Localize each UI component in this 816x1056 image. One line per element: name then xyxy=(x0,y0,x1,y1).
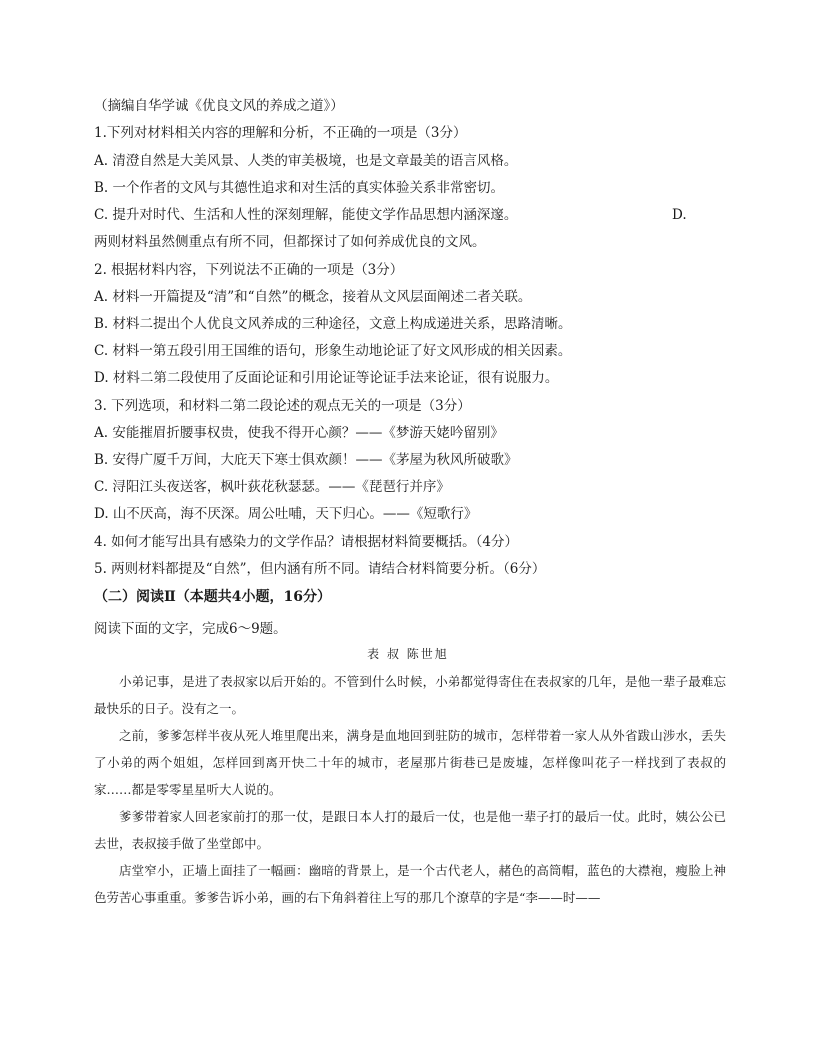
source-note: （摘编自华学诚《优良文风的养成之道》） xyxy=(94,98,344,114)
q1-option-a: A. 清澄自然是大美风景、人类的审美极境，也是文章最美的语言风格。 xyxy=(94,153,518,169)
q4-stem: 4. 如何才能写出具有感染力的文学作品？请根据材料简要概括。（4分） xyxy=(94,534,519,550)
q2-option-d: D. 材料二第二段使用了反面论证和引用论证等论证手法来论证，很有说服力。 xyxy=(94,370,559,386)
story-paragraph-3: 爹爹带着家人回老家前打的那一仗，是跟日本人打的最后一仗，也是他一辈子打的最后一仗。此时，姨公公已去世，表叔接手做了坐堂郎中。 xyxy=(94,809,726,851)
q1-option-c-text: C. 提升对时代、生活和人性的深刻理解，能使文学作品思想内涵深邃。 xyxy=(94,207,518,223)
story-paragraph-1: 小弟记事，是进了表叔家以后开始的。不管到什么时候，小弟都觉得寄住在表叔家的几年，是他一辈子最难忘最快乐的日子。没有之一。 xyxy=(94,674,726,716)
q3-option-b: B. 安得广厦千万间，大庇天下寒士俱欢颜！——《茅屋为秋风所破歌》 xyxy=(94,452,518,468)
story-title: 表 叔 陈世旭 xyxy=(367,647,449,661)
q1-stem: 1.下列对材料相关内容的理解和分析，不正确的一项是（3分） xyxy=(94,125,467,141)
q3-option-d: D. 山不厌高，海不厌深。周公吐哺，天下归心。——《短歌行》 xyxy=(94,506,478,522)
q2-stem: 2. 根据材料内容，下列说法不正确的一项是（3分） xyxy=(94,262,404,278)
q3-stem: 3. 下列选项，和材料二第二段论述的观点无关的一项是（3分） xyxy=(94,398,471,414)
q2-option-a: A. 材料一开篇提及“清”和“自然”的概念，接着从文风层面阐述二者关联。 xyxy=(94,289,532,305)
q3-option-a: A. 安能摧眉折腰事权贵，使我不得开心颜？——《梦游天姥吟留别》 xyxy=(94,425,504,441)
q5-stem: 5. 两则材料都提及“自然”，但内涵有所不同。请结合材料简要分析。（6分） xyxy=(94,561,546,577)
q1-option-d-label: D. xyxy=(672,207,687,223)
q2-option-b: B. 材料二提出个人优良文风养成的三种途径，文意上构成递进关系，思路清晰。 xyxy=(94,316,572,332)
story-paragraph-4: 店堂窄小，正墙上面挂了一幅画：幽暗的背景上，是一个古代老人，赭色的高筒帽，蓝色的大襟袍，瘦脸上神色劳苦心事重重。爹爹告诉小弟，画的右下角斜着往上写的那几个潦草的字是“李——时—— xyxy=(94,863,726,905)
q1-option-d: 两则材料虽然侧重点有所不同，但都探讨了如何养成优良的文风。 xyxy=(94,234,486,250)
section2-instruction: 阅读下面的文字，完成6～9题。 xyxy=(94,621,287,637)
q1-option-c xyxy=(94,205,734,225)
story-paragraph-2: 之前，爹爹怎样半夜从死人堆里爬出来，满身是血地回到驻防的城市，怎样带着一家人从外省跋山涉水，丢失了小弟的两个姐姐，怎样回到离开快二十年的城市，老屋那片街巷已是废墟，怎样像叫花子一样找到了表叔的家……都是零零星星听大人说的。 xyxy=(94,728,726,797)
q3-option-c: C. 浔阳江头夜送客，枫叶荻花秋瑟瑟。——《琵琶行并序》 xyxy=(94,479,450,495)
q2-option-c: C. 材料一第五段引用王国维的语句，形象生动地论证了好文风形成的相关因素。 xyxy=(94,343,572,359)
q1-option-b: B. 一个作者的文风与其德性追求和对生活的真实体验关系非常密切。 xyxy=(94,180,505,196)
section2-heading: （二）阅读Ⅱ（本题共4小题，16分） xyxy=(94,589,332,605)
